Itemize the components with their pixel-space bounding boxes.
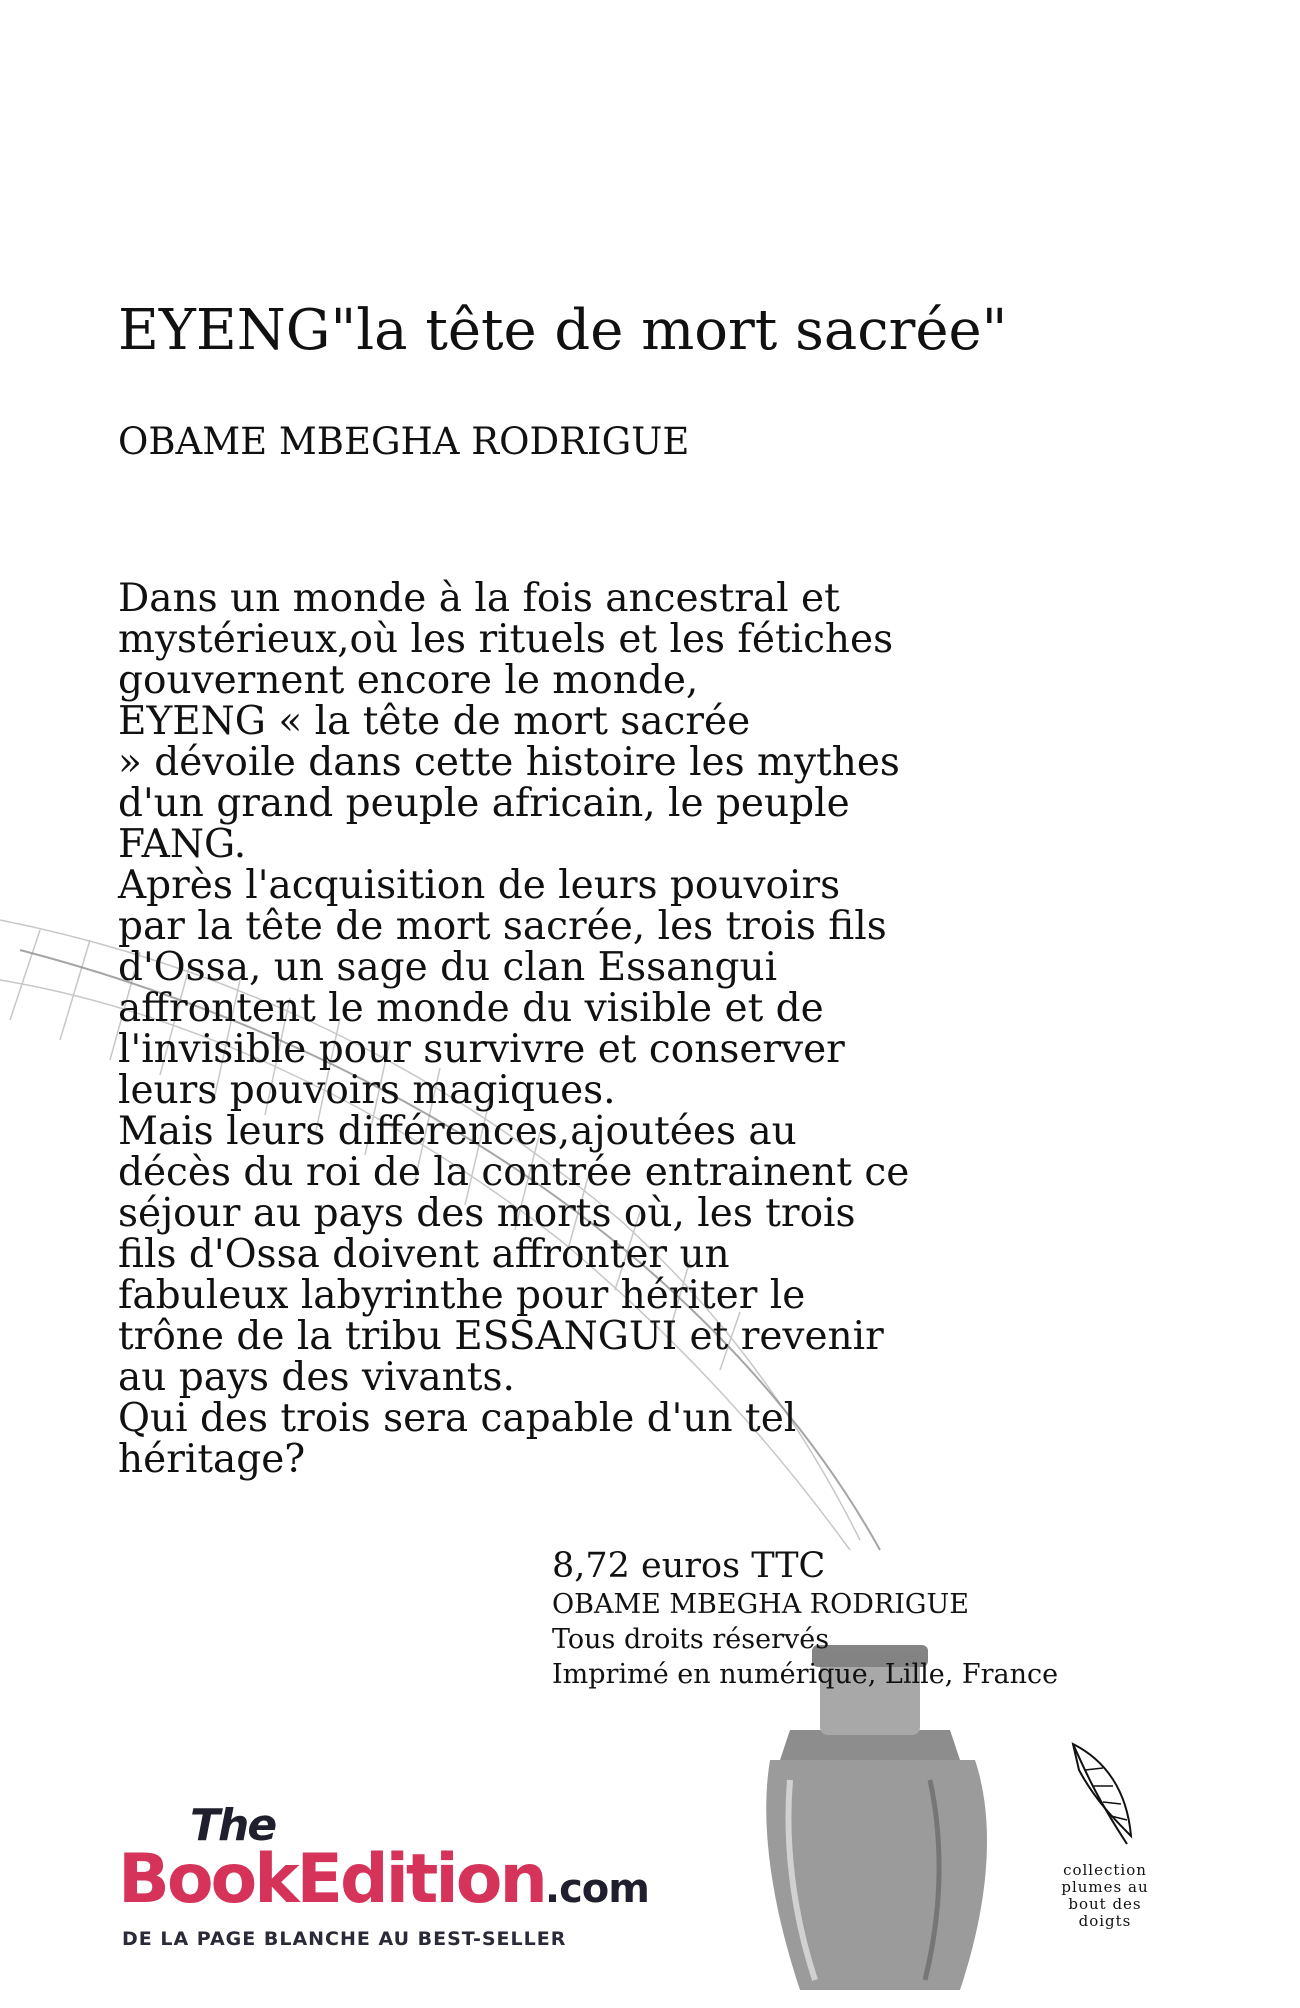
blurb-line: Dans un monde à la fois ancestral et: [118, 576, 840, 621]
blurb-line: au pays des vivants.: [118, 1355, 515, 1400]
blurb-line: fabuleux labyrinthe pour hériter le: [118, 1273, 806, 1318]
blurb-line: » dévoile dans cette histoire les mythes: [118, 740, 900, 785]
blurb-line: par la tête de mort sacrée, les trois fils: [118, 904, 887, 949]
blurb-line: Qui des trois sera capable d'un tel: [118, 1396, 797, 1441]
logo-the: The: [190, 1800, 276, 1851]
blurb-line: Après l'acquisition de leurs pouvoirs: [118, 863, 841, 908]
publication-info: [552, 1545, 1058, 1692]
back-cover-blurb: [118, 578, 1018, 1480]
blurb-line: fils d'Ossa doivent affronter un: [118, 1232, 730, 1277]
collection-mark: [1040, 1740, 1170, 1930]
collection-line: collection: [1063, 1861, 1147, 1879]
blurb-line: EYENG « la tête de mort sacrée: [118, 699, 751, 744]
collection-line: plumes au: [1061, 1878, 1149, 1896]
quill-icon: [1065, 1740, 1145, 1850]
blurb-line: mystérieux,où les rituels et les fétiches: [118, 617, 894, 662]
info-author: OBAME MBEGHA RODRIGUE: [552, 1589, 969, 1620]
blurb-line: d'Ossa, un sage du clan Essangui: [118, 945, 778, 990]
book-author: OBAME MBEGHA RODRIGUE: [118, 420, 690, 463]
blurb-line: Mais leurs différences,ajoutées au: [118, 1109, 797, 1154]
blurb-line: FANG.: [118, 822, 247, 867]
blurb-line: l'invisible pour survivre et conserver: [118, 1027, 845, 1072]
book-title: EYENG"la tête de mort sacrée": [118, 298, 1008, 363]
blurb-line: d'un grand peuple africain, le peuple: [118, 781, 850, 826]
rights-notice: Tous droits réservés: [552, 1624, 830, 1655]
blurb-line: héritage?: [118, 1437, 306, 1482]
blurb-line: trône de la tribu ESSANGUI et revenir: [118, 1314, 884, 1359]
blurb-line: affrontent le monde du visible et de: [118, 986, 824, 1031]
logo-tagline: DE LA PAGE BLANCHE AU BEST-SELLER: [122, 1928, 567, 1950]
printing-notice: Imprimé en numérique, Lille, France: [552, 1659, 1059, 1690]
price: 8,72 euros TTC: [552, 1546, 826, 1586]
logo-name: BookEdition: [118, 1840, 545, 1919]
collection-line: doigts: [1078, 1912, 1132, 1930]
blurb-line: décès du roi de la contrée entrainent ce: [118, 1150, 910, 1195]
logo-wordmark: [118, 1840, 649, 1919]
blurb-line: leurs pouvoirs magiques.: [118, 1068, 616, 1113]
collection-line: bout des: [1068, 1895, 1142, 1913]
logo-domain: .com: [544, 1866, 649, 1912]
blurb-line: gouvernent encore le monde,: [118, 658, 699, 703]
collection-label: [1040, 1862, 1170, 1930]
blurb-line: séjour au pays des morts où, les trois: [118, 1191, 856, 1236]
